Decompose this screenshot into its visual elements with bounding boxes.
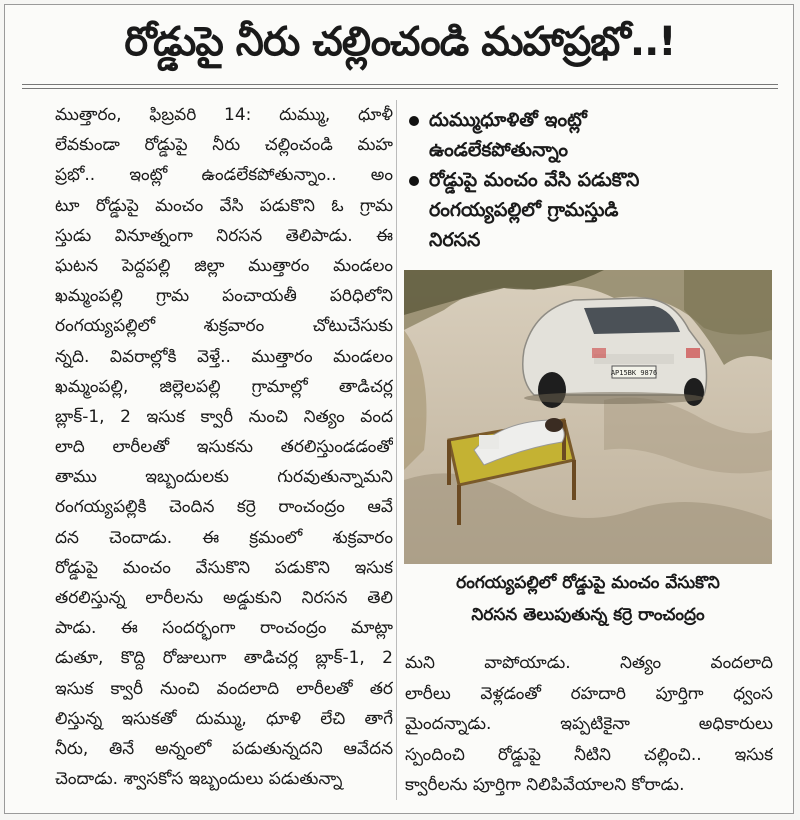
body-right-line: స్పందించి రోడ్డుపై నీటిని చల్లించి.. ఇసుక [405, 744, 773, 765]
highlight-text: నిరసన [429, 229, 481, 251]
car [523, 298, 707, 408]
highlight-text: రోడ్డుపై మంచం వేసి పడుకొని [429, 169, 640, 191]
photo-caption [404, 567, 772, 631]
body-left-line: ప్రభో.. ఇంట్లో ఉండలేకపోతున్నాం.. అం [55, 165, 393, 186]
photo-scene [404, 270, 772, 564]
body-left-line: లిస్తున్న ఇసుకతో దుమ్ము, ధూళి లేచి తాగే [55, 708, 393, 729]
body-right-line: లారీలు వెళ్లడంతో రహదారి పూర్తిగా ధ్వంస [405, 683, 773, 704]
highlight-item [405, 165, 775, 255]
caption-line: రంగయ్యపల్లిలో రోడ్డుపై మంచం వేసుకొని [456, 573, 720, 593]
body-left-line: స్తుడు వినూత్నంగా నిరసన తెలిపాడు. ఈ [55, 225, 393, 246]
highlight-item [405, 105, 775, 165]
news-photo [404, 270, 772, 564]
car-plate: AP15BK 9876 [610, 369, 658, 377]
article-body-left-column [55, 100, 393, 794]
caption-line: నిరసన తెలుపుతున్న కర్రె రాంచంద్రం [471, 605, 705, 625]
column-divider [396, 100, 397, 800]
body-left-line: దన చెందాడు. ఈ క్రమంలో శుక్రవారం [55, 527, 393, 548]
highlight-text: ఉండలేకపోతున్నాం [429, 139, 568, 161]
body-left-line: రంగయ్యపల్లిలో శుక్రవారం చోటుచేసుకు [55, 316, 393, 337]
body-left-line: ఖమ్మంపల్లి, జిల్లెలపల్లి గ్రామాల్లో తాడిచర్ల [55, 376, 393, 397]
body-left-line: డుతూ, కొద్ది రోజులుగా తాడిచర్ల బ్లాక్-1, 2 [55, 648, 393, 669]
highlight-text: దుమ్ముధూళితో ఇంట్లో [429, 109, 587, 131]
headline-rule-bottom [22, 88, 778, 89]
body-left-line: పాడు. ఈ సందర్భంగా రాంచంద్రం మాట్లా [55, 618, 393, 639]
body-left-line: ఘటన పెద్దపల్లి జిల్లా ముత్తారం మండలం [55, 255, 393, 276]
body-left-line: రంగయ్యపల్లికి చెందిన కర్రె రాంచంద్రం ఆవే [55, 497, 393, 518]
body-left-line: ఖమ్మంపల్లి గ్రామ పంచాయతీ పరిధిలోని [55, 286, 393, 307]
body-left-line: టూ రోడ్డుపై మంచం వేసి పడుకొని ఓ గ్రామ [55, 195, 393, 216]
bullet-icon [409, 176, 419, 186]
body-left-line: లేవకుండా రోడ్డుపై నీరు చల్లించండి మహ [55, 135, 393, 156]
article-body-right-column [405, 648, 773, 801]
body-right-line: మైందన్నాడు. ఇప్పటికైనా అధికారులు [405, 714, 773, 734]
body-left-line: తాము ఇబ్బందులకు గురవుతున్నామని [55, 467, 393, 488]
bullet-icon [409, 116, 419, 126]
body-left-line: న్నది. వివరాల్లోకి వెళ్తే.. ముత్తారం మండలం [55, 346, 393, 367]
body-left-line: ఇసుక క్వారీ నుంచి వందలాది లారీలతో తర [55, 678, 393, 699]
body-left-line: బ్లాక్-1, 2 ఇసుక క్వారీ నుంచి నిత్యం వంద [55, 406, 393, 427]
headline: రోడ్డుపై నీరు చల్లించండి మహాప్రభో..! [124, 19, 676, 65]
body-left-line: నీరు, తినే అన్నంలో పడుతున్నదని ఆవేదన [55, 738, 393, 759]
highlights-box [405, 105, 775, 268]
body-left-line: రోడ్డుపై మంచం వేసుకొని పడుకొని ఇసుక [55, 557, 393, 578]
body-left-line: చెందాడు. శ్వాసకోస ఇబ్బందులు పడుతున్నా [55, 769, 343, 790]
highlight-text: రంగయ్యపల్లిలో గ్రామస్తుడి [429, 199, 619, 221]
body-right-line: మని వాపోయాడు. నిత్యం వందలాది [405, 653, 773, 673]
body-left-line: తరలిస్తున్న లారీలను అడ్డుకుని నిరసన తెలి [55, 588, 393, 608]
body-left-line: లాది లారీలతో ఇసుకను తరలిస్తుండడంతో [55, 437, 393, 458]
headline-rule-top [22, 84, 778, 85]
body-right-line: క్వారీలను పూర్తిగా నిలిపివేయాలని కోరాడు. [405, 775, 685, 795]
body-left-line: ముత్తారం, ఫిబ్రవరి 14: దుమ్ము, ధూళీ [55, 105, 393, 125]
